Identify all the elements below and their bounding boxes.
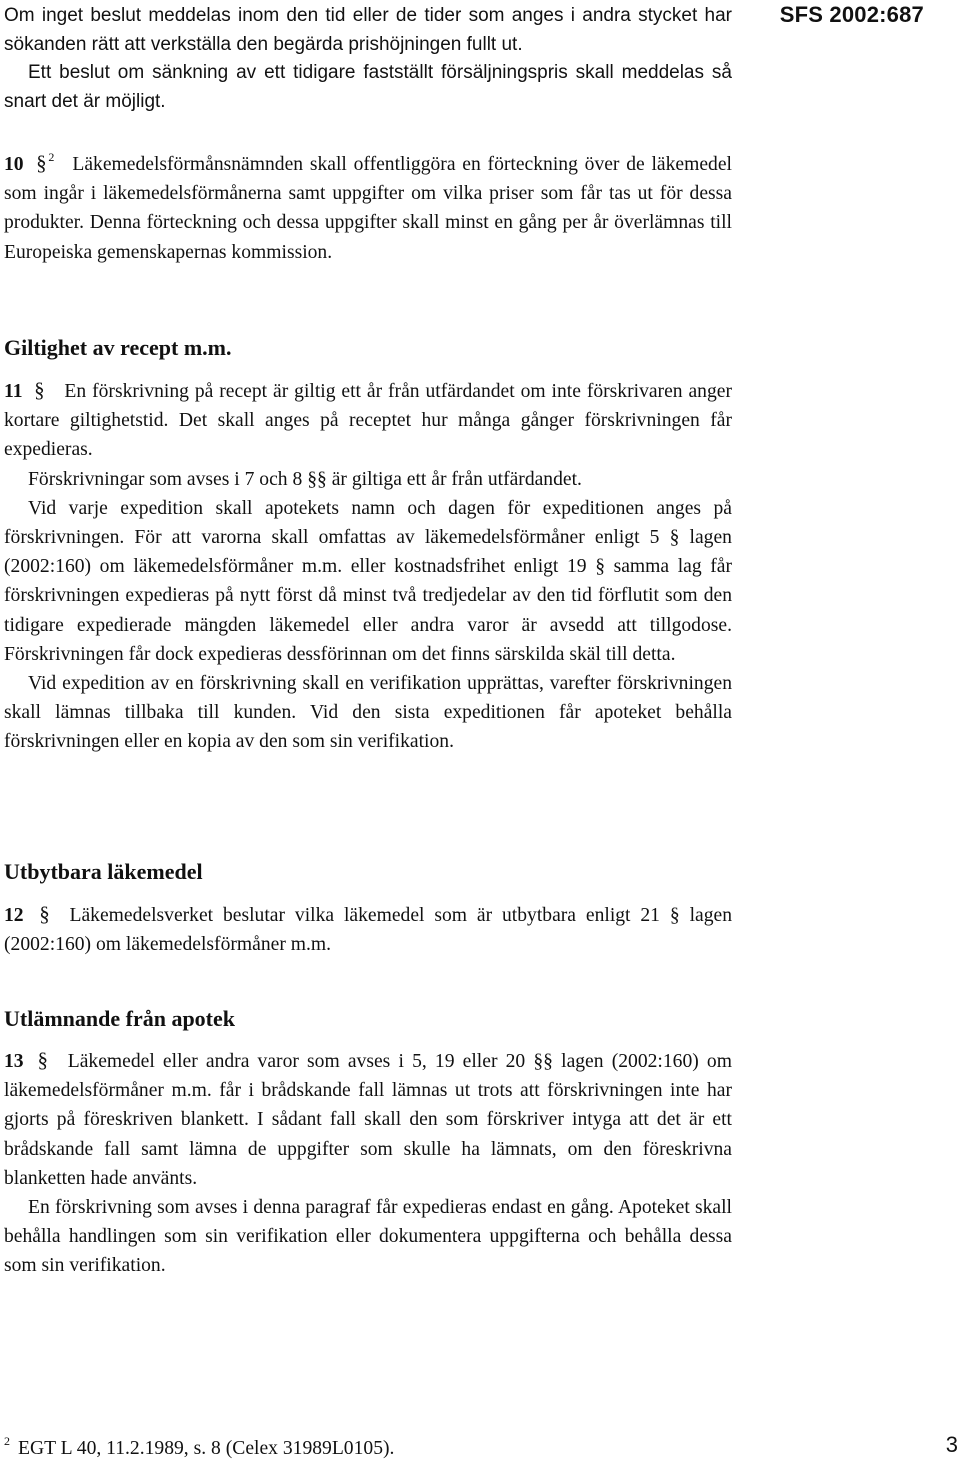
paragraph-symbol: §: [595, 556, 605, 578]
section-13-text-b: lagen (2002:160) om läkemedelsförmåner m.m. får i brådskande fall lämnas ut trots att förskrivningen inte har gjorts på föreskriven blankett. I sådant fall skall den som förskriver intyga att det är ett brådskande fall samt lämna de uppgifter som skulle ha lämnats, om den föreskrivna blanketten hade använts.: [4, 1051, 732, 1189]
footnote: [4, 1428, 394, 1462]
section-11-p2-b: är giltiga ett år från utfärdandet.: [331, 468, 582, 490]
section-number: 12: [4, 905, 24, 926]
intro-block: [4, 2, 732, 116]
paragraph-symbol: §: [39, 902, 50, 926]
paragraph-symbol: §: [669, 527, 680, 549]
paragraph-symbol: §: [34, 378, 45, 402]
section-number: 10: [4, 154, 24, 175]
section-11-p2-a: Förskrivningar som avses i 7 och 8: [28, 468, 303, 490]
paragraph-symbol: §: [669, 905, 680, 926]
section-12-text-a: Läkemedelsverket beslutar vilka läkemedel som är utbytbara enligt 21: [69, 905, 660, 926]
paragraph-symbol: §: [36, 151, 47, 175]
heading-utbytbara: Utbytbara läkemedel: [4, 859, 203, 884]
section-11-p3-c: samma lag får förskrivningen expedieras på nytt först då minst två tredjedelar av den tid förflutit som den tidigare expedierade mängden läkemedel eller andra varor är avsedd att tillgodose. Förskrivningen får dock expedieras dessförinnan om det finns särskilda skäl till detta.: [4, 556, 732, 665]
heading-utlamnande: Utlämnande från apotek: [4, 1006, 236, 1031]
footnote-marker: 2: [4, 1434, 10, 1448]
section-13-p2: En förskrivning som avses i denna paragraf får expedieras endast en gång. Apoteket skall behålla handlingen som sin verifikation eller dokumentera uppgifterna och behålla dessa som sin verifikation.: [4, 1197, 732, 1277]
section-11-p3-a: Vid varje expedition skall apotekets namn och dagen för expeditionen anges på förskrivningen. För att varorna skall omfattas av läkemedelsförmåner enligt 5: [4, 497, 732, 549]
section-13-text-a: Läkemedel eller andra varor som avses i 5, 19 eller 20: [67, 1051, 526, 1072]
heading-giltighet: Giltighet av recept m.m.: [4, 335, 232, 360]
page-number: 3: [945, 1432, 958, 1457]
paragraph-symbol: §§: [307, 468, 327, 490]
section-12-text-b: lagen (2002:160) om läkemedelsförmåner m.m.: [4, 905, 732, 956]
section-12: [4, 900, 732, 959]
section-text: En förskrivning på recept är giltig ett år från utfärdandet om inte förskrivaren anger kortare giltighetstid. Det skall anges på receptet hur många gånger förskrivningen får expedieras.: [4, 381, 732, 461]
intro-paragraph-2: Ett beslut om sänkning av ett tidigare fastställt försäljningspris skall meddelas så snart det är möjligt.: [4, 62, 732, 112]
section-number: 11: [4, 381, 23, 402]
section-13: [4, 1046, 732, 1281]
sfs-number: SFS 2002:687: [779, 2, 924, 27]
section-11-p3-b: lagen (2002:160) om läkemedelsförmåner m.m. eller kostnadsfrihet enligt 19: [4, 527, 732, 578]
section-11: [4, 376, 732, 757]
section-text: Läkemedelsförmånsnämnden skall offentliggöra en förteckning över de läkemedel som ingår i läkemedelsförmånerna samt uppgifter om vilka priser som får tas ut för dessa produkter. Denna förteckning och dessa uppgifter skall minst en gång per år överlämnas till Europeiska gemenskapernas kommission.: [4, 154, 732, 263]
footnote-text: EGT L 40, 11.2.1989, s. 8 (Celex 31989L0105).: [18, 1438, 395, 1459]
section-number: 13: [4, 1051, 24, 1072]
paragraph-symbol: §: [37, 1048, 48, 1072]
intro-paragraph-1: Om inget beslut meddelas inom den tid eller de tider som anges i andra stycket har sökanden rätt att verkställa den begärda prishöjningen fullt ut.: [4, 5, 732, 55]
section-10: [4, 143, 732, 267]
section-11-p4: Vid expedition av en förskrivning skall en verifikation upprättas, varefter förskrivningen skall lämnas tillbaka till kunden. Vid den sista expeditionen får apoteket behålla förskrivningen eller en kopia av den som sin verifikation.: [4, 673, 732, 753]
paragraph-symbol: §§: [533, 1051, 553, 1072]
footnote-ref: 2: [48, 150, 55, 164]
